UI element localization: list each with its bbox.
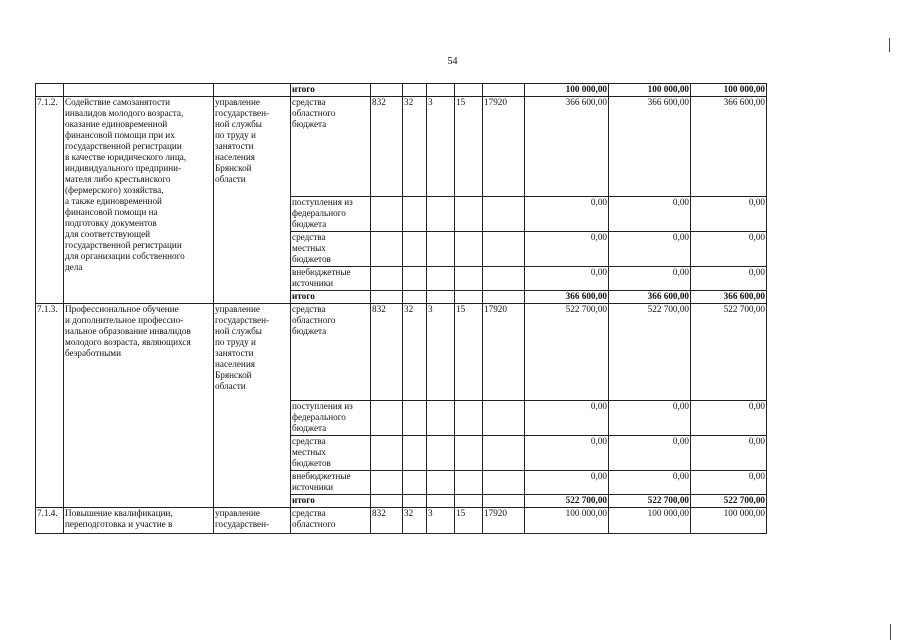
table-row (36, 304, 767, 401)
page-number: 54 (447, 56, 458, 67)
value-cell: 522 700,00 (525, 495, 609, 508)
pr-cell (427, 84, 455, 97)
source-cell: поступления из федерального бюджета (291, 401, 371, 436)
source-cell: средства местных бюджетов (291, 232, 371, 267)
item-name: Профессиональное обучение и дополнительное профессио- нальное образование инвалидов молодого возраста, являющихся безработными (64, 304, 214, 508)
item-code: 7.1.2. (36, 97, 64, 304)
value-cell: 0,00 (525, 401, 609, 436)
vr-cell (455, 291, 483, 304)
source-cell: средства областного бюджета (291, 97, 371, 197)
rz-cell (403, 291, 427, 304)
code-cell (36, 84, 64, 97)
value-cell: 0,00 (609, 471, 691, 495)
pr-cell (427, 471, 455, 495)
value-cell: 100 000,00 (691, 84, 767, 97)
value-cell: 0,00 (691, 436, 767, 471)
value-cell: 0,00 (691, 471, 767, 495)
source-cell: средства местных бюджетов (291, 436, 371, 471)
item-code: 7.1.3. (36, 304, 64, 508)
value-cell: 0,00 (525, 197, 609, 232)
value-cell: 0,00 (609, 401, 691, 436)
item-executor: управление государствен- ной службы по труду и занятости населения Брянской области (214, 304, 291, 508)
pr-cell: 3 (427, 97, 455, 197)
rz-cell: 32 (403, 508, 427, 534)
rz-cell (403, 495, 427, 508)
pr-cell (427, 291, 455, 304)
kbk-cell (483, 291, 525, 304)
value-cell: 100 000,00 (609, 84, 691, 97)
pr-cell: 3 (427, 508, 455, 534)
value-cell: 100 000,00 (525, 508, 609, 534)
value-cell: 522 700,00 (609, 304, 691, 401)
source-cell: поступления из федерального бюджета (291, 197, 371, 232)
vr-cell: 15 (455, 304, 483, 401)
value-cell: 522 700,00 (691, 495, 767, 508)
value-cell: 366 600,00 (609, 291, 691, 304)
grbs-cell (371, 84, 403, 97)
grbs-cell (371, 267, 403, 291)
table-row (36, 508, 767, 534)
vr-cell (455, 495, 483, 508)
budget-table (35, 83, 767, 534)
value-cell: 0,00 (691, 197, 767, 232)
value-cell: 522 700,00 (691, 304, 767, 401)
kbk-cell (483, 267, 525, 291)
kbk-cell (483, 495, 525, 508)
value-cell: 522 700,00 (525, 304, 609, 401)
vr-cell (455, 232, 483, 267)
value-cell: 366 600,00 (525, 291, 609, 304)
grbs-cell: 832 (371, 97, 403, 197)
value-cell: 0,00 (691, 401, 767, 436)
grbs-cell (371, 495, 403, 508)
value-cell: 366 600,00 (525, 97, 609, 197)
pr-cell (427, 267, 455, 291)
vr-cell (455, 471, 483, 495)
value-cell: 0,00 (691, 267, 767, 291)
value-cell: 0,00 (609, 232, 691, 267)
vr-cell: 15 (455, 97, 483, 197)
vr-cell (455, 84, 483, 97)
rz-cell (403, 471, 427, 495)
kbk-cell (483, 84, 525, 97)
source-cell: итого (291, 495, 371, 508)
item-executor: управление государствен- (214, 508, 291, 534)
rz-cell: 32 (403, 304, 427, 401)
rz-cell (403, 267, 427, 291)
rz-cell: 32 (403, 97, 427, 197)
item-executor: управление государствен- ной службы по труду и занятости населения Брянской области (214, 97, 291, 304)
vr-cell (455, 197, 483, 232)
grbs-cell: 832 (371, 508, 403, 534)
pr-cell (427, 232, 455, 267)
value-cell: 522 700,00 (609, 495, 691, 508)
kbk-cell (483, 232, 525, 267)
pr-cell (427, 401, 455, 436)
rz-cell (403, 197, 427, 232)
pr-cell: 3 (427, 304, 455, 401)
kbk-cell: 17920 (483, 304, 525, 401)
kbk-cell (483, 471, 525, 495)
executor-cell (214, 84, 291, 97)
value-cell: 0,00 (609, 197, 691, 232)
item-code: 7.1.4. (36, 508, 64, 534)
kbk-cell (483, 197, 525, 232)
value-cell: 100 000,00 (691, 508, 767, 534)
name-cell (64, 84, 214, 97)
value-cell: 366 600,00 (691, 97, 767, 197)
kbk-cell (483, 401, 525, 436)
value-cell: 0,00 (525, 232, 609, 267)
source-cell: итого (291, 84, 371, 97)
pr-cell (427, 495, 455, 508)
value-cell: 0,00 (525, 267, 609, 291)
vr-cell: 15 (455, 508, 483, 534)
value-cell: 366 600,00 (609, 97, 691, 197)
rz-cell (403, 84, 427, 97)
table-row (36, 84, 767, 97)
value-cell: 100 000,00 (525, 84, 609, 97)
grbs-cell (371, 232, 403, 267)
value-cell: 100 000,00 (609, 508, 691, 534)
scan-edge-line (889, 38, 890, 52)
value-cell: 0,00 (525, 436, 609, 471)
rz-cell (403, 232, 427, 267)
grbs-cell (371, 401, 403, 436)
scan-edge-line (890, 624, 891, 640)
value-cell: 0,00 (609, 436, 691, 471)
table-row (36, 97, 767, 197)
kbk-cell: 17920 (483, 97, 525, 197)
rz-cell (403, 436, 427, 471)
grbs-cell (371, 436, 403, 471)
grbs-cell (371, 471, 403, 495)
source-cell: внебюджетные источники (291, 471, 371, 495)
value-cell: 366 600,00 (691, 291, 767, 304)
pr-cell (427, 197, 455, 232)
item-name: Повышение квалификации, переподготовка и участие в (64, 508, 214, 534)
source-cell: средства областного бюджета (291, 304, 371, 401)
source-cell: внебюджетные источники (291, 267, 371, 291)
vr-cell (455, 436, 483, 471)
vr-cell (455, 401, 483, 436)
value-cell: 0,00 (525, 471, 609, 495)
value-cell: 0,00 (609, 267, 691, 291)
pr-cell (427, 436, 455, 471)
value-cell: 0,00 (691, 232, 767, 267)
kbk-cell (483, 436, 525, 471)
source-cell: средства областного (291, 508, 371, 534)
source-cell: итого (291, 291, 371, 304)
grbs-cell: 832 (371, 304, 403, 401)
kbk-cell: 17920 (483, 508, 525, 534)
grbs-cell (371, 197, 403, 232)
item-name: Содействие самозанятости инвалидов молодого возраста, оказание единовременной финансовой помощи при их государственной регистрации в качестве юридического лица, индивидуального предприни- мателя либо крестьянского (фермерского) хозяйства, а также единовременной финансовой помощи на подготовку документов для соответствующей государственной регистрации для организации собственного дела (64, 97, 214, 304)
grbs-cell (371, 291, 403, 304)
vr-cell (455, 267, 483, 291)
rz-cell (403, 401, 427, 436)
